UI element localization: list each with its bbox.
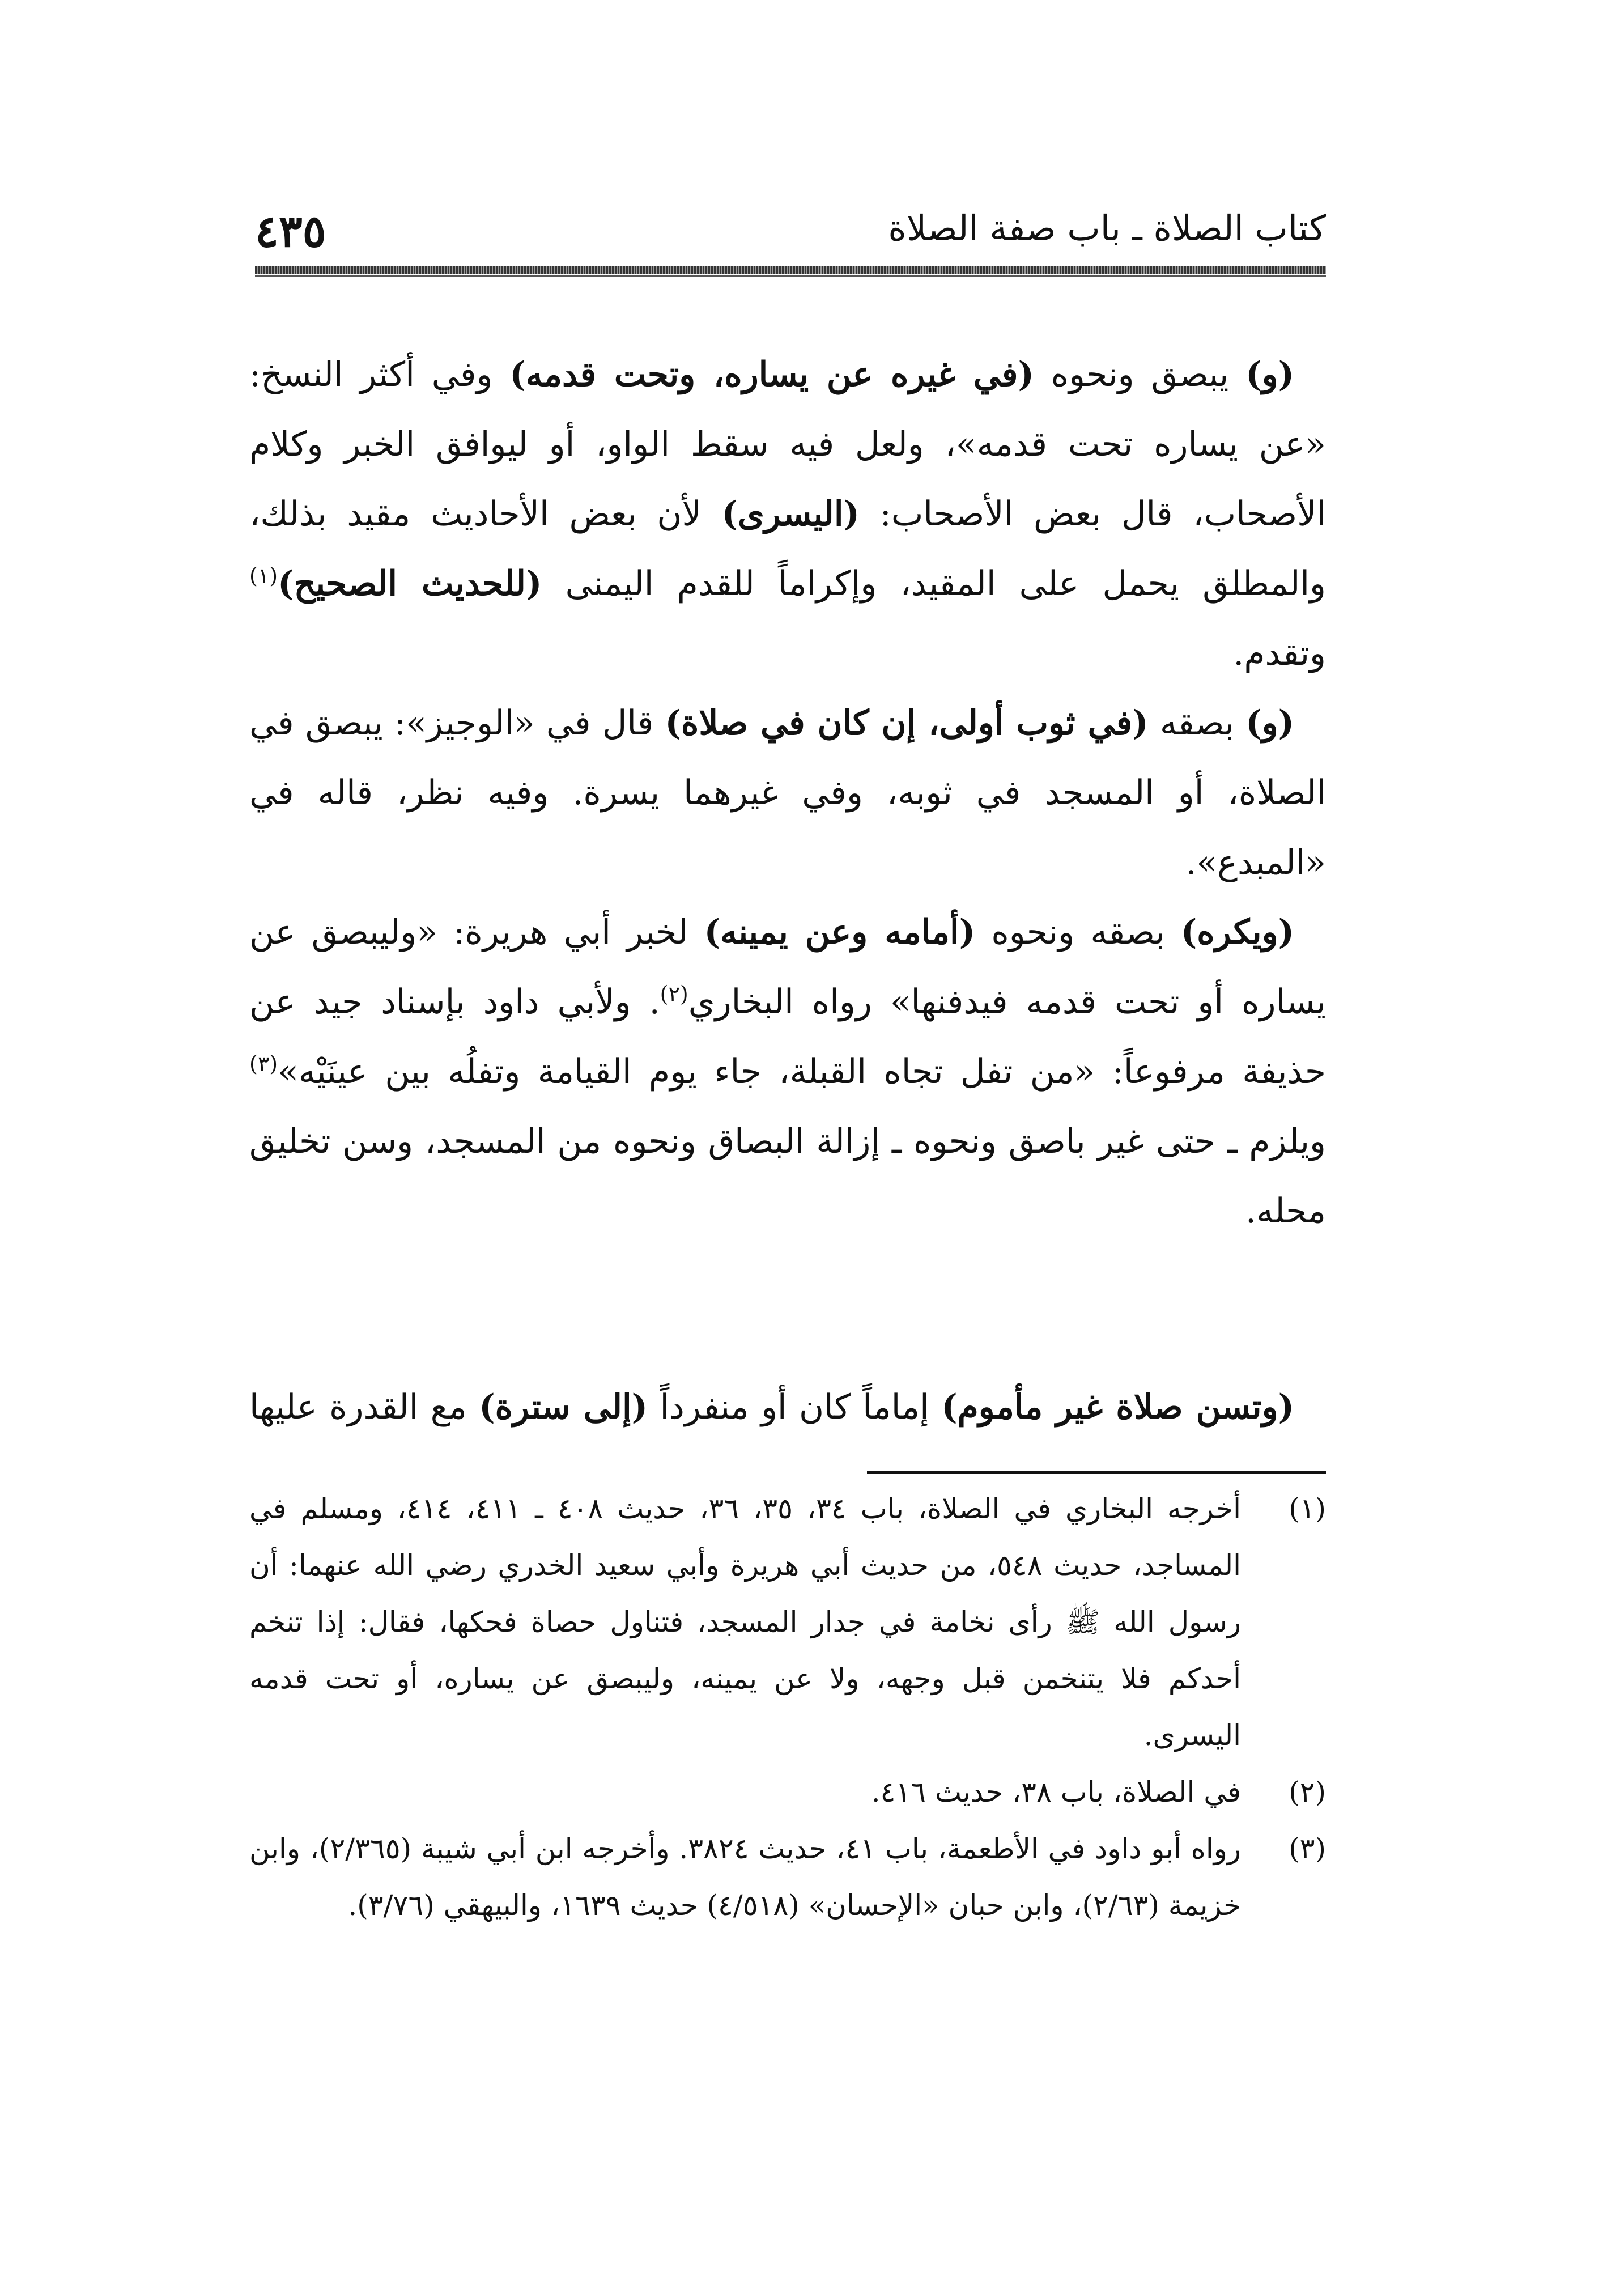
- page-number: ٤٣٥: [255, 206, 326, 257]
- footnote-2: [249, 1764, 1326, 1820]
- footnote-number: (١): [1289, 1492, 1326, 1525]
- footnote-text: أخرجه البخاري في الصلاة، باب ٣٤، ٣٥، ٣٦، حديث ٤٠٨ ـ ٤١١، ٤١٤، ومسلم في المساجد، حديث ٥٤٨، من حديث أبي هريرة وأبي سعيد الخدري رضي الله عنهما: أن رسول الله ﷺ رأى نخامة في جدار المسجد، فتناول حصاة فحكها، فقال: إذا تنخم أحدكم فلا يتنخمن قبل وجهه، ولا عن يمينه، وليبصق عن يساره، أو تحت قدمه اليسرى.: [249, 1492, 1242, 1752]
- footnote-reference: (٣): [249, 1051, 278, 1076]
- bold-phrase: (ويكره): [1180, 912, 1294, 952]
- paragraph-2: [249, 689, 1326, 898]
- text-run: . ولأبي داود بإسناد جيد عن حذيفة مرفوعاً: «من تفل تجاه القبلة، جاء يوم القيامة وتفلُه بين عينَيْه»: [249, 982, 1326, 1092]
- text-run: قال في «الوجيز»: يبصق في الصلاة، أو المسجد في ثوبه، وفي غيرهما يسرة. وفيه نظر، قاله في «المبدع».: [249, 703, 1326, 882]
- text-run: وفي أكثر النسخ: «عن يساره تحت قدمه»، ولعل فيه سقط الواو، أو ليوافق الخبر وكلام الأصحاب، قال بعض الأصحاب:: [249, 355, 1326, 534]
- header-title: كتاب الصلاة ـ باب صفة الصلاة: [888, 207, 1326, 249]
- footnote-separator: [867, 1471, 1326, 1474]
- bold-phrase: (اليسرى): [721, 494, 860, 534]
- bold-phrase: (في ثوب أولى، إن كان في صلاة): [665, 703, 1149, 743]
- footnote-number: (٢): [1289, 1776, 1326, 1808]
- running-header: [255, 203, 1326, 265]
- text-run: مع القدرة عليها: [249, 1387, 479, 1427]
- text-run: بصقه: [1148, 703, 1246, 743]
- footnote-text: رواه أبو داود في الأطعمة، باب ٤١، حديث ٣٨٢٤. وأخرجه ابن أبي شيبة (٢/٣٦٥)، وابن خزيمة (٢/٦٣)، وابن حبان «الإحسان» (٤/٥١٨) حديث ١٦٣٩، والبيهقي (٣/٧٦).: [249, 1832, 1241, 1922]
- text-run: إماماً كان أو منفرداً: [648, 1387, 942, 1427]
- bold-phrase: (للحديث الصحيح): [278, 564, 542, 604]
- text-run: لخبر أبي هريرة: «وليبصق عن يساره أو تحت قدمه فيدفنها» رواه البخاري: [249, 912, 1326, 1022]
- paragraph-4: [249, 1373, 1326, 1442]
- footnote-1: [249, 1480, 1326, 1764]
- header-rule-line: [255, 275, 1326, 277]
- paragraph-1: [249, 340, 1326, 689]
- paragraph-3: [249, 898, 1326, 1246]
- footnote-reference: (٢): [660, 982, 688, 1007]
- text-run: لأن بعض الأحاديث مقيد بذلك، والمطلق يحمل على المقيد، وإكراماً للقدم اليمنى: [249, 494, 1326, 604]
- footnote-reference: (١): [249, 563, 278, 588]
- bold-phrase: (في غيره عن يساره، وتحت قدمه): [509, 355, 1034, 394]
- text-run: وتقدم.: [1233, 634, 1326, 673]
- bold-phrase: (و): [1245, 355, 1294, 394]
- footnote-number: (٣): [1289, 1832, 1326, 1865]
- footnotes: [249, 1480, 1326, 1934]
- bold-phrase: (أمامه وعن يمينه): [704, 912, 976, 952]
- main-text: [249, 340, 1326, 1246]
- bold-phrase: (وتسن صلاة غير مأموم): [941, 1387, 1294, 1427]
- bold-phrase: (و): [1245, 703, 1294, 743]
- header-rule: [255, 266, 1326, 274]
- footnote-3: [249, 1820, 1326, 1934]
- text-run: ويلزم ـ حتى غير باصق ونحوه ـ إزالة البصاق ونحوه من المسجد، وسن تخليق محله.: [249, 1122, 1326, 1231]
- bold-phrase: (إلى سترة): [479, 1387, 648, 1427]
- text-run: بصقه ونحوه: [975, 912, 1181, 952]
- text-run: يبصق ونحوه: [1034, 355, 1246, 394]
- footnote-text: في الصلاة، باب ٣٨، حديث ٤١٦.: [871, 1776, 1241, 1808]
